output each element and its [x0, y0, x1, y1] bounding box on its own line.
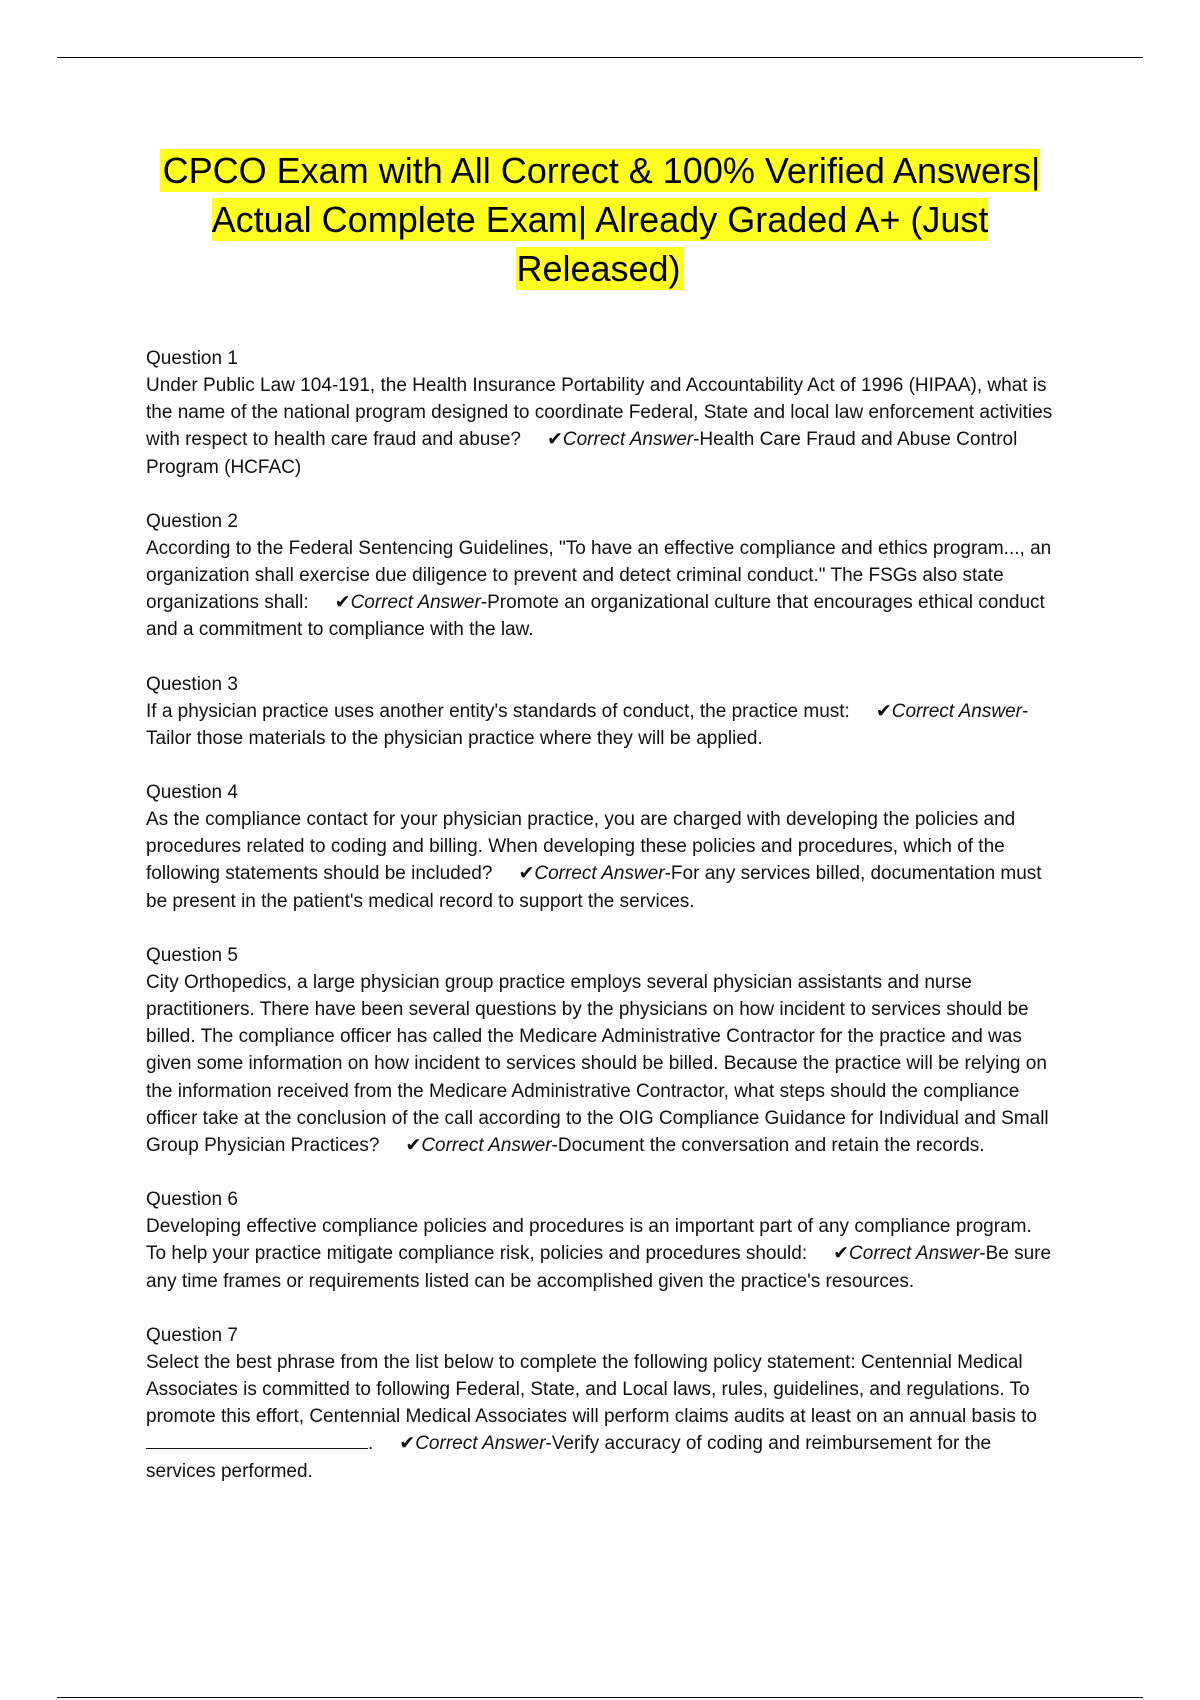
question-text: According to the Federal Sentencing Guidelines, "To have an effective compliance and ethics program..., an organization shall exercise due diligence to prevent and detect criminal conduct." The FSGs also state organizations shall:	[146, 537, 1052, 614]
correct-answer-label: Correct Answer	[562, 429, 694, 451]
question-label: Question 3	[146, 673, 238, 695]
question-item	[146, 779, 1056, 915]
check-icon: ✔	[833, 1243, 850, 1265]
correct-answer-label: Correct Answer	[415, 1433, 546, 1455]
question-text: Under Public Law 104-191, the Health Insurance Portability and Accountability Act of 1996 (HIPAA), what is the name of the national program designed to coordinate Federal, State and local law enforcement activities with respect to health care fraud and abuse?	[146, 375, 1053, 451]
question-label: Question 2	[146, 510, 238, 532]
answer-text: -Tailor those materials to the physician practice where they will be applied.	[146, 700, 1029, 749]
question-text: City Orthopedics, a large physician group practice employs several physician assistants and nurse practitioners. There have been several questions by the physicians on how incident to services should be billed. The compliance officer has called the Medicare Administrative Contractor for the practice and was given some information on how incident to services should be billed. Because the practice will be relying on the information received from the Medicare Administrative Contractor, what steps should the compliance officer take at the conclusion of the call according to the OIG Compliance Guidance for Individual and Small Group Physician Practices?	[146, 971, 1049, 1157]
check-icon: ✔	[875, 700, 892, 722]
question-body	[146, 1349, 1056, 1485]
question-item	[146, 345, 1056, 481]
question-item	[146, 671, 1056, 752]
question-body	[146, 1213, 1056, 1295]
question-body	[146, 372, 1056, 481]
answer-text: -Health Care Fraud and Abuse Control Program (HCFAC)	[146, 429, 1018, 478]
correct-answer-label: Correct Answer	[421, 1135, 552, 1157]
answer-text: -Promote an organizational culture that encourages ethical conduct and a commitment to compliance with the law.	[146, 592, 1045, 641]
question-text: If a physician practice uses another entity's standards of conduct, the practice must:	[146, 700, 850, 722]
answer-text: -Be sure any time frames or requirements listed can be accomplished given the practice's resources.	[146, 1243, 1052, 1292]
document-title	[130, 146, 1070, 293]
question-label: Question 1	[146, 348, 238, 369]
question-text: Developing effective compliance policies and procedures is an important part of any compliance program. To help your practice mitigate compliance risk, policies and procedures should:	[146, 1216, 1032, 1265]
question-item	[146, 1322, 1056, 1485]
question-body	[146, 806, 1056, 915]
question-body	[146, 969, 1056, 1159]
correct-answer-label: Correct Answer	[534, 863, 665, 885]
question-text: As the compliance contact for your physician practice, you are charged with developing the policies and procedures related to coding and billing. When developing these policies and procedures, which of the following statements should be included?	[146, 809, 1016, 885]
fill-in-blank	[146, 1432, 368, 1449]
question-item	[146, 508, 1056, 644]
check-icon: ✔	[405, 1135, 422, 1157]
answer-text: -Verify accuracy of coding and reimbursement for the services performed.	[146, 1433, 992, 1482]
question-item	[146, 1186, 1056, 1295]
correct-answer-label: Correct Answer	[891, 700, 1022, 722]
question-label: Question 6	[146, 1189, 238, 1211]
question-label: Question 4	[146, 782, 238, 804]
question-text-after-blank: .	[368, 1433, 374, 1455]
question-text: Select the best phrase from the list below to complete the following policy statement: Centennial Medical Associates is committed to following Federal, State, and Local laws, rules, guidelines, and regulations. To promote this effort, Centennial Medical Associates will perform claims audits at least on an annual basis to	[146, 1351, 1037, 1428]
correct-answer-label: Correct Answer	[849, 1243, 980, 1265]
top-rule	[57, 57, 1143, 58]
correct-answer-label: Correct Answer	[350, 592, 481, 614]
check-icon: ✔	[334, 592, 351, 614]
question-list	[146, 345, 1056, 1512]
question-label: Question 5	[146, 944, 238, 966]
check-icon: ✔	[518, 863, 535, 885]
question-body	[146, 535, 1056, 644]
title-highlight: CPCO Exam with All Correct & 100% Verified Answers| Actual Complete Exam| Already Graded A+ (Just Released)	[160, 149, 1041, 290]
question-body	[146, 698, 1056, 752]
answer-text: -Document the conversation and retain the records.	[551, 1135, 985, 1157]
question-label: Question 7	[146, 1324, 238, 1346]
question-item	[146, 942, 1056, 1159]
check-icon: ✔	[399, 1433, 416, 1455]
bottom-rule	[57, 1697, 1143, 1698]
check-icon: ✔	[546, 429, 563, 451]
answer-text: -For any services billed, documentation must be present in the patient's medical record to support the services.	[146, 863, 1042, 912]
